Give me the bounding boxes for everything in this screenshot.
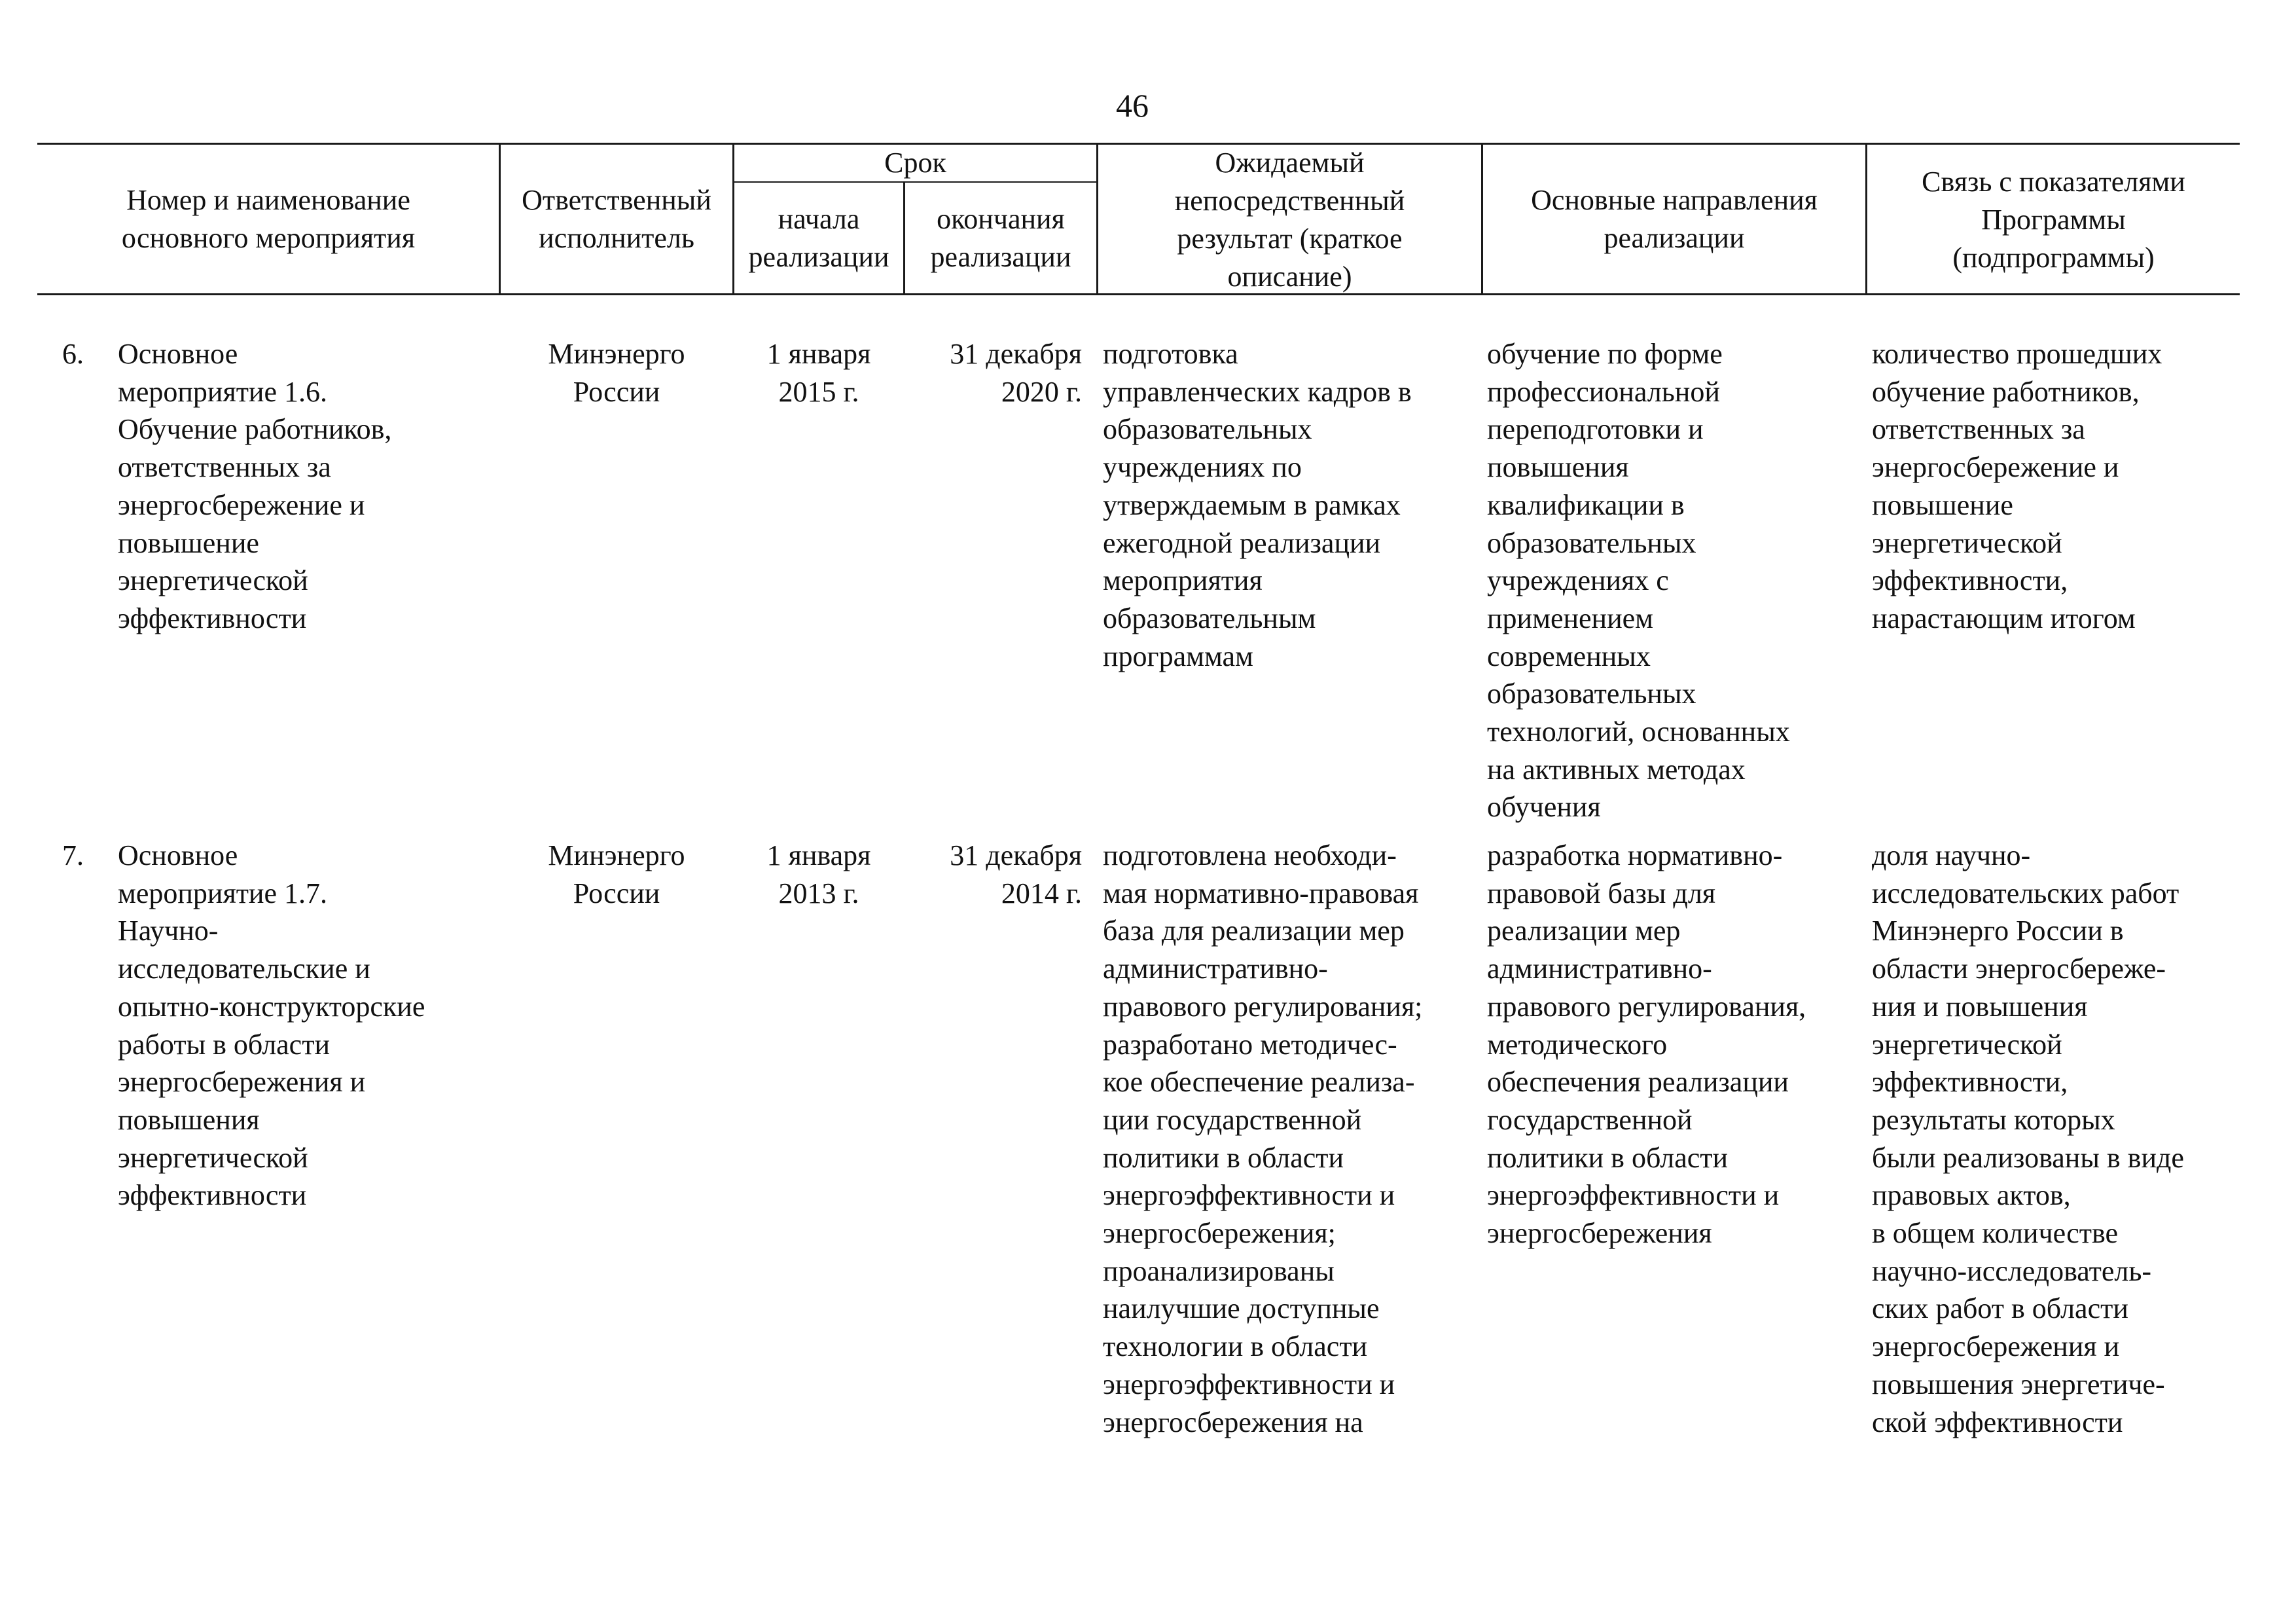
header-directions-column: Основные направления реализации (1531, 184, 1818, 254)
header-responsible-column: Ответственный исполнитель (522, 184, 711, 254)
implementation-directions: разработка нормативно- правовой базы для реализации мер административно- правового регулирования, методического обеспечения реализации государственной политики в области энергоэффективности и энергосбережения (1487, 839, 1806, 1250)
header-result-column: Ожидаемый непосредственный результат (краткое описание) (1174, 147, 1405, 293)
end-date: 31 декабря 2020 г. (950, 338, 1082, 408)
measure-name: Основное мероприятие 1.7. Научно- исследовательские и опытно-конструкторские работы в области энергосбережения и повышения энергетической эффективности (118, 839, 425, 1212)
row-number: 6. (62, 338, 84, 370)
header-indicators-column: Связь с показателями Программы (подпрограммы) (1922, 166, 2185, 274)
expected-result: подготовлена необходи- мая нормативно-правовая база для реализации мер административно- правового регулирования; разработано методичес- кое обеспечение реализа- ции государственной политики в области энергоэффективности и энергосбережения; проанализированы наилучшие доступные технологии в области энергоэффективности и энергосбережения на (1103, 839, 1423, 1438)
header-end-column: окончания реализации (930, 203, 1071, 273)
row-number: 7. (62, 839, 84, 871)
start-date: 1 января 2015 г. (766, 338, 871, 408)
implementation-directions: обучение по форме профессиональной переподготовки и повышения квалификации в образовательных учреждениях с применением современных образовательных технологий, основанных на активных методах обучения (1487, 338, 1790, 824)
expected-result: подготовка управленческих кадров в образовательных учреждениях по утверждаемым в рамках ежегодной реализации мероприятия образовательным программам (1103, 338, 1412, 672)
page-number: 46 (1116, 87, 1149, 124)
responsible-executor: Минэнерго России (548, 839, 685, 909)
header-term-column: Срок (884, 147, 946, 179)
end-date: 31 декабря 2014 г. (950, 839, 1082, 909)
measure-name: Основное мероприятие 1.6. Обучение работников, ответственных за энергосбережение и повышение энергетической эффективности (118, 338, 392, 634)
program-indicators: доля научно- исследовательских работ Минэнерго России в области энергосбереже- ния и повышения энергетической эффективности, результаты которых были реализованы в виде правовых актов, в общем количестве научно-исследователь- ских работ в области энергосбережения и повышения энергетиче- ской эффективности (1872, 839, 2184, 1438)
header-name-column: Номер и наименование основного мероприятия (121, 184, 416, 254)
header-start-column: начала реализации (748, 203, 889, 273)
program-indicators: количество прошедших обучение работников, ответственных за энергосбережение и повышение энергетической эффективности, нарастающим итогом (1872, 338, 2162, 634)
responsible-executor: Минэнерго России (548, 338, 685, 408)
start-date: 1 января 2013 г. (766, 839, 871, 909)
